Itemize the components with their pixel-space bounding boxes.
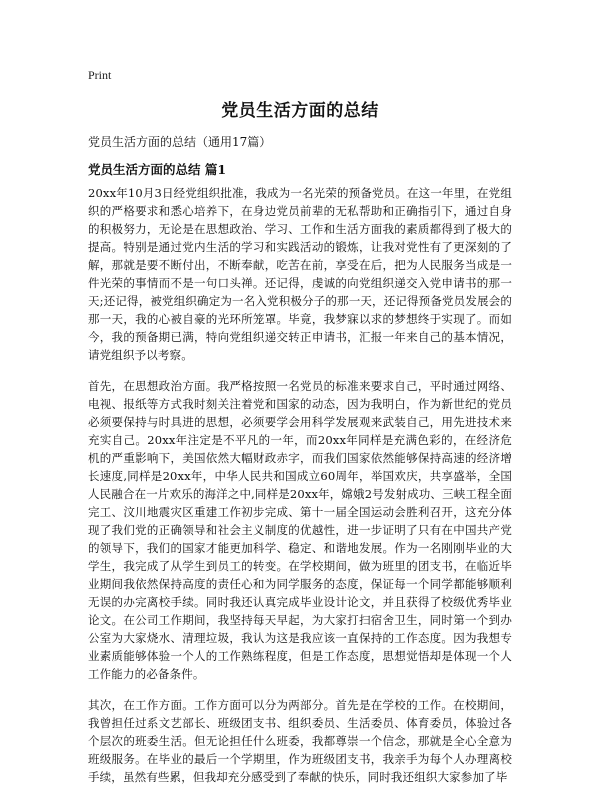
document-title: 党员生活方面的总结 [221,101,379,121]
document-body [88,184,512,799]
section-heading: 党员生活方面的总结 篇1 [88,162,227,177]
print-link[interactable]: Print [88,68,112,82]
document-subtitle: 党员生活方面的总结（通用17篇） [88,135,272,149]
paragraph-3: 其次，在工作方面。工作方面可以分为两部分。首先是在学校的工作。在校期间，我曾担任过系文艺部长、班级团支书、组织委员、生活委员、体育委员，体验过各个层次的班委生活。但无论担任什么班委，我都尊崇一个信念，那就是全心全意为班级服务。在毕业的最后一个学期里，作为班级团支书，我亲手为每个人办理离校手续，虽然有些累，但我却充分感受到了奉献的快乐，同时我还组织大家参加了毕 [88,698,512,784]
paragraph-2: 首先，在思想政治方面。我严格按照一名党员的标准来要求自己，平时通过网络、电视、报纸等方式我时刻关注着党和国家的动态，因为我明白，作为新世纪的党员必须要保持与时具进的思想，必须要学会用科学发展观来武装自己，用先进技术来充实自己。20xx年注定是不平凡的一年，而20xx年同样是充满色彩的，在经济危机的严重影响下，美国依然大幅财政赤字，而我们国家依然能够保持高速的经济增长速度,同样是20xx年，中华人民共和国成立60周年，举国欢庆，共享盛举，全国人民融合在一片欢乐的海洋之中,同样是20xx年，嫦娥2号发射成功、三峡工程全面完工、汶川地震灾区重建工作初步完成、第十一届全国运动会胜利召开，这充分体现了我们党的正确领导和社会主义制度的优越性，进一步证明了只有在中国共产党的领导下，我们的国家才能更加科学、稳定、和谐地发展。作为一名刚刚毕业的大学生，我完成了从学生到员工的转变。在学校期间，做为班里的团支书，在临近毕业期间我依然保持高度的责任心和为同学服务的态度，保证每一个同学都能够顺利无误的办完离校手续。同时我还认真完成毕业设计论文，并且获得了校级优秀毕业论文。在公司工作期间，我坚持每天早起，为大家打扫宿舍卫生，同时第一个到办公室为大家烧水、清理垃圾，我认为这是我应该一直保持的工作态度。因为我想专业素质能够体验一个人的工作熟练程度，但是工作态度，思想觉悟却是体现一个人工作能力的必备条件。 [88,379,512,681]
paragraph-1: 20xx年10月3日经党组织批准，我成为一名光荣的预备党员。在这一年里，在党组织的严格要求和悉心培养下，在身边党员前辈的无私帮助和正确指引下，通过自身的积极努力，无论是在思想政治、学习、工作和生活方面我的素质都得到了极大的提高。特别是通过党内生活的学习和实践活动的锻炼，让我对党性有了更深刻的了解，那就是要不断付出，不断奉献，吃苦在前，享受在后，把为人民服务当成是一件光荣的事情而不是一句口头禅。还记得，虔诚的向党组织递交入党申请书的那一天;还记得，被党组织确定为一名入党积极分子的那一天，还记得预备党员发展会的那一天，我的心被自豪的光环所笼罩。毕竟，我梦寐以求的梦想终于实现了。而如今，我的预备期已满，特向党组织递交转正申请书，汇报一年来自己的基本情况，请党组织予以考察。 [88,186,512,362]
